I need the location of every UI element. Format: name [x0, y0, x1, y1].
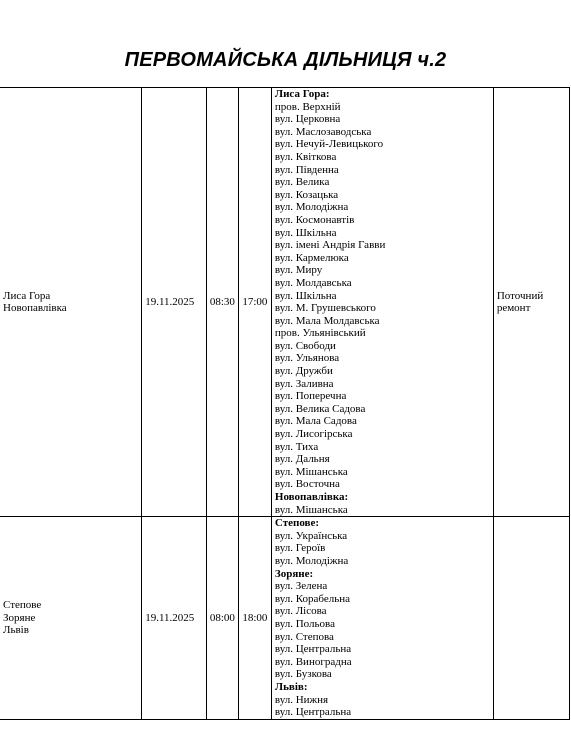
- street-item: вул. Шкільна: [274, 226, 337, 239]
- street-item: вул. Восточна: [274, 478, 340, 491]
- street-item: вул. Козацька: [274, 188, 339, 201]
- page-title: ПЕРВОМАЙСЬКА ДІЛЬНИЦЯ ч.2: [124, 49, 447, 71]
- streets-cell: [271, 88, 493, 517]
- start-time-cell: [206, 517, 238, 720]
- settlement-header: Лиса Гора:: [274, 88, 330, 100]
- street-item: вул. Центральна: [274, 706, 352, 719]
- street-item: вул. Молдавська: [274, 276, 352, 289]
- street-item: вул. Лисогірська: [274, 428, 353, 441]
- end-time: 18:00: [242, 611, 268, 624]
- table-row: [0, 88, 570, 517]
- street-item: вул. Виноградна: [274, 655, 352, 668]
- street-item: вул. Дружби: [274, 365, 333, 378]
- outage-date: 19.11.2025: [145, 295, 195, 308]
- street-item: вул. Нечуй-Левицького: [274, 138, 384, 151]
- street-item: вул. Дальня: [274, 453, 330, 466]
- street-item: вул. Молодіжна: [274, 554, 349, 567]
- street-item: вул. імені Андрія Гавви: [274, 239, 386, 252]
- street-item: вул. Мала Садова: [274, 415, 357, 428]
- settlement-name: Львів: [3, 624, 29, 637]
- street-item: вул. Космонавтів: [274, 213, 355, 226]
- settlement-header: Зоряне:: [274, 567, 314, 580]
- settlements-cell: [0, 517, 142, 720]
- street-item: вул. Квіткова: [274, 150, 337, 163]
- street-item: вул. Корабельна: [274, 592, 350, 605]
- street-item: вул. М. Грушевського: [274, 302, 376, 315]
- street-item: вул. Українська: [274, 529, 348, 542]
- street-item: пров. Верхній: [274, 100, 341, 113]
- street-item: пров. Ульянівський: [274, 327, 366, 340]
- street-item: вул. Мала Молдавська: [274, 314, 380, 327]
- street-item: вул. Велика Садова: [274, 402, 366, 415]
- settlement-name: Новопавлівка: [3, 302, 67, 315]
- streets-cell: [271, 517, 493, 720]
- settlement-header: Степове:: [274, 517, 320, 530]
- end-time-cell: [238, 517, 271, 720]
- street-item: вул. Молодіжна: [274, 201, 349, 214]
- outage-schedule-table: [0, 87, 570, 720]
- street-item: вул. Маслозаводська: [274, 125, 372, 138]
- reason-cell: [493, 88, 569, 517]
- street-item: вул. Поперечна: [274, 390, 347, 403]
- settlement-name: Зоряне: [3, 611, 36, 624]
- street-item: вул. Лісова: [274, 605, 327, 618]
- street-item: вул. Центральна: [274, 643, 352, 656]
- date-cell: [142, 88, 207, 517]
- street-item: вул. Тиха: [274, 440, 319, 453]
- street-item: вул. Велика: [274, 176, 330, 189]
- outage-date: 19.11.2025: [145, 611, 195, 624]
- street-item: вул. Кармелюка: [274, 251, 349, 264]
- street-item: вул. Бузкова: [274, 668, 332, 681]
- settlement-name: Степове: [3, 599, 42, 612]
- street-item: вул. Південна: [274, 163, 339, 176]
- street-item: вул. Мішанська: [274, 465, 348, 478]
- street-item: вул. Зелена: [274, 580, 328, 593]
- street-item: вул. Нижня: [274, 693, 329, 706]
- reason-cell: [493, 517, 569, 720]
- street-item: вул. Свободи: [274, 339, 336, 352]
- settlement-header: Львів:: [274, 680, 308, 693]
- street-item: вул. Мішанська: [274, 503, 348, 516]
- street-item: вул. Степова: [274, 630, 334, 643]
- street-item: вул. Героїв: [274, 542, 326, 555]
- settlement-header: Новопавлівка:: [274, 491, 349, 503]
- reason-text: ремонт: [496, 302, 531, 315]
- settlement-name: Лиса Гора: [3, 289, 51, 302]
- settlements-cell: [0, 88, 142, 517]
- street-item: вул. Заливна: [274, 377, 334, 390]
- table-row: [0, 517, 570, 720]
- street-item: вул. Миру: [274, 264, 323, 277]
- date-cell: [142, 517, 207, 720]
- start-time: 08:00: [209, 611, 235, 624]
- end-time-cell: [238, 88, 271, 517]
- street-item: вул. Церковна: [274, 113, 341, 126]
- reason-text: Поточний: [496, 289, 544, 302]
- start-time: 08:30: [209, 295, 235, 308]
- end-time: 17:00: [242, 295, 268, 308]
- street-item: вул. Польова: [274, 617, 335, 630]
- street-item: вул. Ульянова: [274, 352, 340, 365]
- street-item: вул. Шкільна: [274, 289, 337, 302]
- start-time-cell: [206, 88, 238, 517]
